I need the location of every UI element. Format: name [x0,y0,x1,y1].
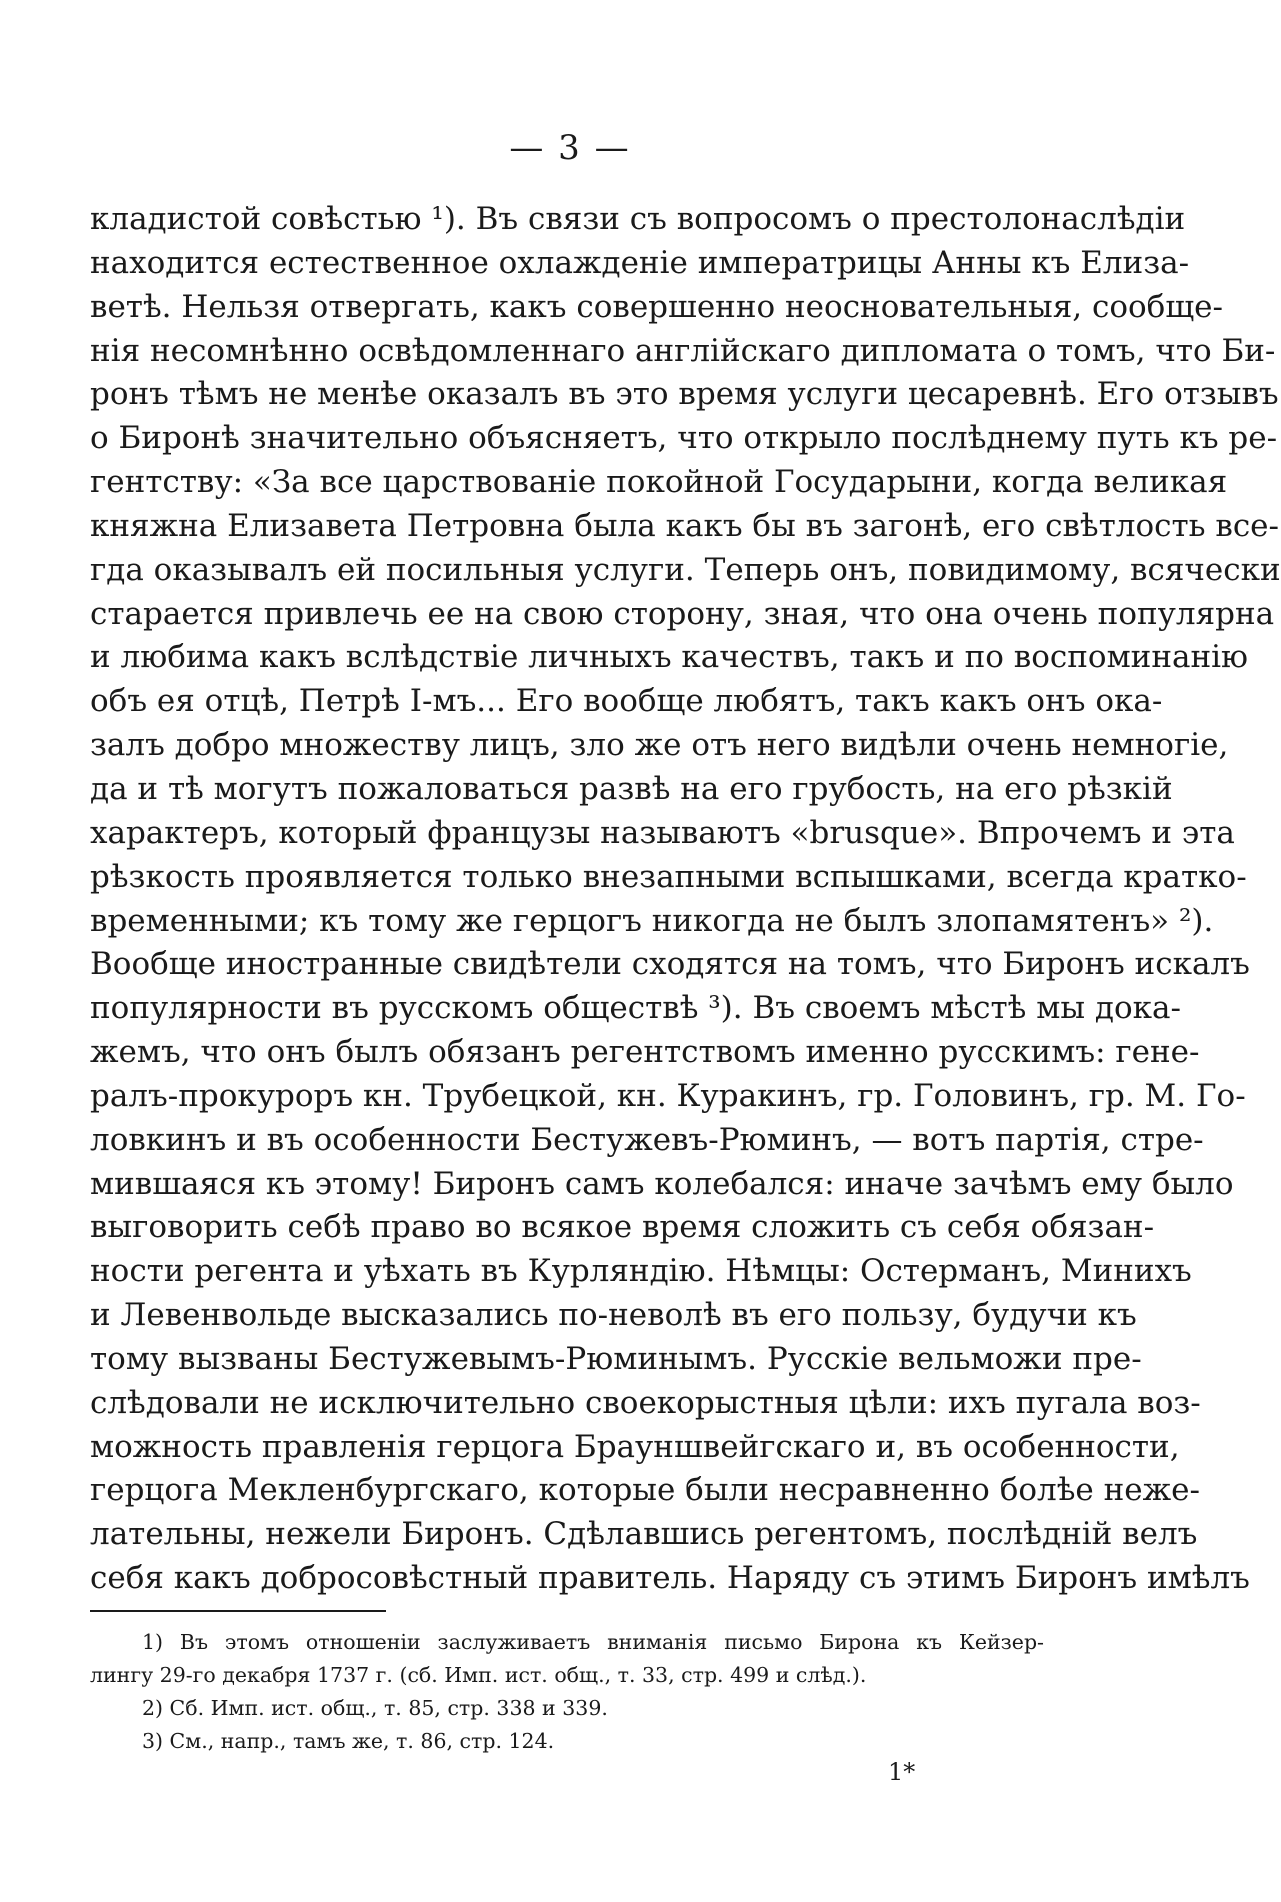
body-line: лательны, нежели Биронъ. Сдѣлавшись регентомъ, послѣдній велъ [90,1516,1198,1553]
body-line: ветѣ. Нельзя отвергать, какъ совершенно неосновательныя, сообще- [90,288,1223,325]
body-line: можность правленія герцога Брауншвейгскаго и, въ особенности, [90,1428,1180,1465]
body-line: характеръ, который французы называютъ «brusque». Впрочемъ и эта [90,814,1235,851]
body-line: гентству: «За все царствованіе покойной Государыни, когда великая [90,464,1228,501]
body-line: жемъ, что онъ былъ обязанъ регентствомъ именно русскимъ: гене- [90,1034,1200,1071]
body-line: Вообще иностранные свидѣтели сходятся на томъ, что Биронъ искалъ [90,946,1250,983]
body-line: ности регента и уѣхать въ Курляндію. Нѣмцы: Остерманъ, Минихъ [90,1253,1192,1290]
footnote-line: лингу 29-го декабря 1737 г. (сб. Имп. ист. общ., т. 33, стр. 499 и слѣд.). [90,1663,867,1687]
footnote-line: 3) См., напр., тамъ же, т. 86, стр. 124. [142,1729,555,1753]
body-line: слѣдовали не исключительно своекорыстныя цѣли: ихъ пугала воз- [90,1384,1201,1421]
body-line: рѣзкость проявляется только внезапными вспышками, всегда кратко- [90,858,1247,895]
body-line: выговорить себѣ право во всякое время сложить съ себя обязан- [90,1209,1155,1246]
body-line: ловкинъ и въ особенности Бестужевъ-Рюминъ, — вотъ партія, стре- [90,1121,1204,1158]
body-line: залъ добро множеству лицъ, зло же отъ него видѣли очень немногіе, [90,727,1229,764]
footnote-line: 1) Въ этомъ отношеніи заслуживаетъ вниманія письмо Бирона къ Кейзер- [142,1630,1044,1654]
body-line: герцога Мекленбургскаго, которые были несравненно болѣе неже- [90,1472,1200,1509]
footnotes [90,1626,1044,1758]
body-line: гда оказывалъ ей посильныя услуги. Теперь онъ, повидимому, всячески [90,551,1281,588]
footnote-rule [90,1610,386,1612]
body-line: себя какъ добросовѣстный правитель. Наряду съ этимъ Биронъ имѣлъ [90,1560,1250,1597]
body-line: да и тѣ могутъ пожаловаться развѣ на его грубость, на его рѣзкій [90,770,1173,807]
body-line: о Биронѣ значительно объясняетъ, что открыло послѣднему путь къ ре- [90,420,1278,457]
body-line: и Левенвольде высказались по-неволѣ въ его пользу, будучи къ [90,1297,1137,1334]
page-number: — 3 — [509,128,631,168]
body-line: объ ея отцѣ, Петрѣ I-мъ... Его вообще любятъ, такъ какъ онъ ока- [90,683,1163,720]
body-line: ралъ-прокуроръ кн. Трубецкой, кн. Куракинъ, гр. Головинъ, гр. М. Го- [90,1077,1246,1114]
signature-mark: 1* [888,1758,916,1786]
body-line: временными; къ тому же герцогъ никогда не былъ злопамятенъ» ²). [90,902,1214,939]
body-line: мившаяся къ этому! Биронъ самъ колебался: иначе зачѣмъ ему было [90,1165,1234,1202]
footnote-line: 2) Сб. Имп. ист. общ., т. 85, стр. 338 и 339. [142,1696,608,1720]
body-text [90,198,1281,1601]
body-line: княжна Елизавета Петровна была какъ бы въ загонѣ, его свѣтлость все- [90,507,1280,544]
body-line: кладистой совѣстью ¹). Въ связи съ вопросомъ о престолонаслѣдіи [90,201,1186,237]
body-line: старается привлечь ее на свою сторону, зная, что она очень популярна [90,595,1275,632]
body-line: нія несомнѣнно освѣдомленнаго англійскаго дипломата о томъ, что Би- [90,332,1276,369]
body-line: популярности въ русскомъ обществѣ ³). Въ своемъ мѣстѣ мы дока- [90,990,1181,1027]
body-line: находится естественное охлажденіе императрицы Анны къ Елиза- [90,244,1190,281]
body-line: тому вызваны Бестужевымъ-Рюминымъ. Русскіе вельможи пре- [90,1340,1142,1377]
body-line: и любима какъ вслѣдствіе личныхъ качествъ, такъ и по воспоминанію [90,639,1249,676]
body-line: ронъ тѣмъ не менѣе оказалъ въ это время услуги цесаревнѣ. Его отзывъ [90,376,1279,413]
